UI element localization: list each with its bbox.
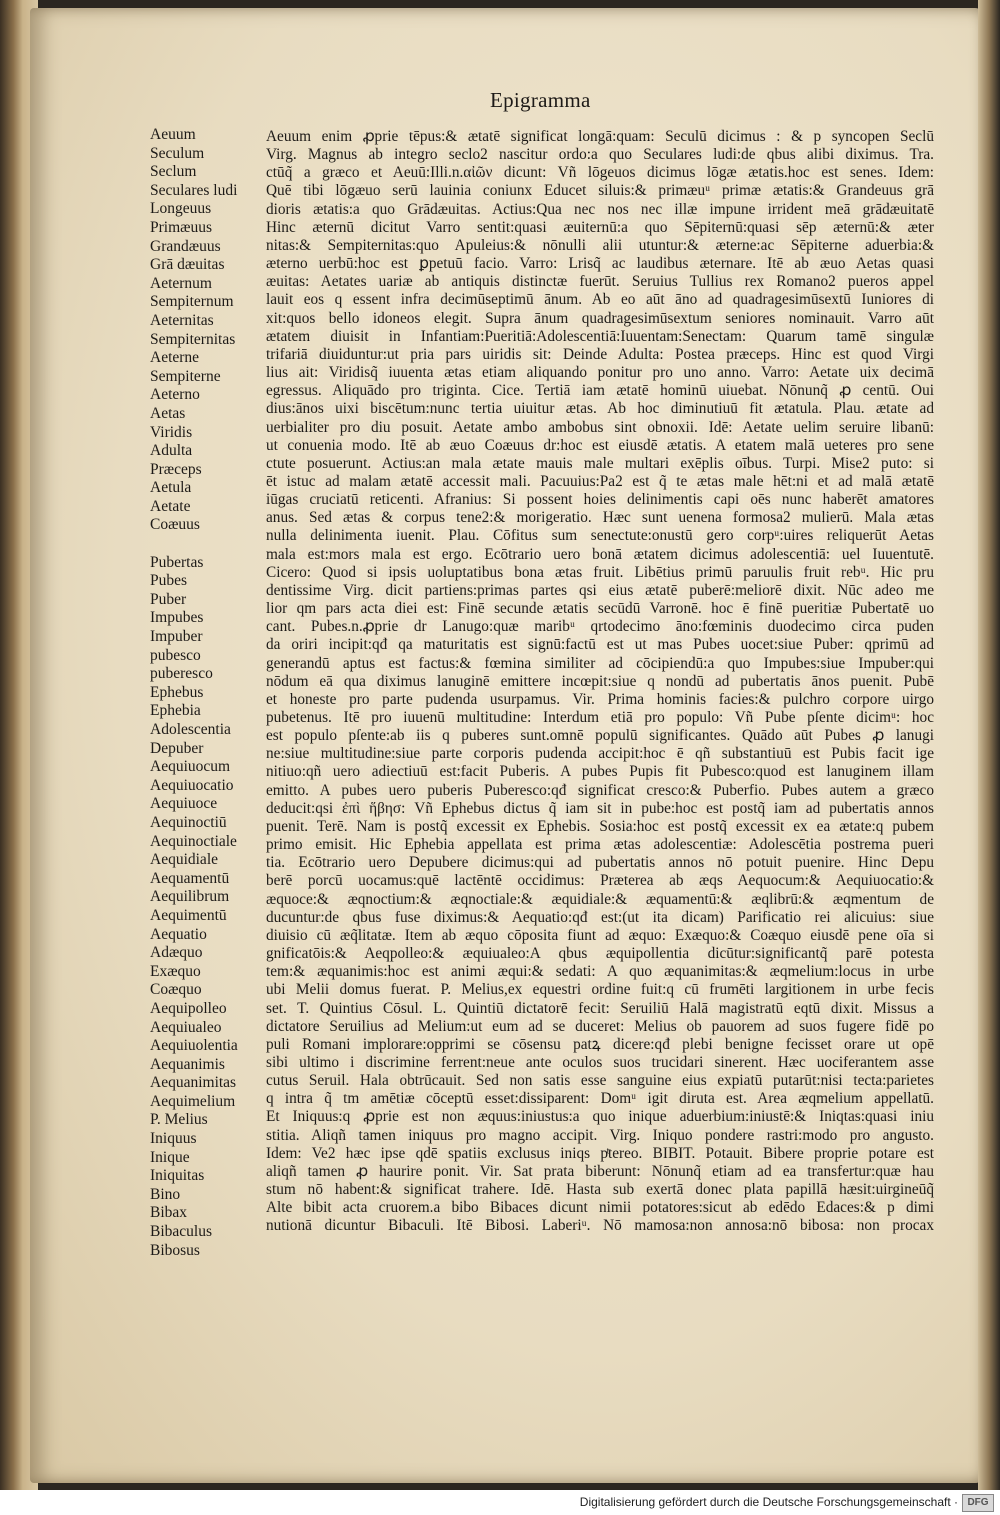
margin-term: Primæuus [150, 218, 213, 236]
margin-term: Aequiualeo [150, 1018, 222, 1036]
margin-term: Seclum [150, 163, 197, 181]
margin-term: Iniquus [150, 1130, 197, 1148]
margin-term: Aeterno [150, 386, 200, 404]
margin-term: Aequanimis [150, 1055, 225, 1073]
margin-term: Aeternitas [150, 311, 214, 329]
text-line: berē porcū uocamus:quē lactēntē occidimus: Præterea ab æqs Aequocum:& Aequiuocatio:& [266, 872, 934, 890]
margin-term: Aequinoctiale [150, 832, 237, 850]
margin-term: Sempiternitas [150, 330, 236, 348]
margin-term: Bino [150, 1185, 181, 1203]
text-line: dictatore Seruilius ad Melium:ut eum ad se duceret: Melius ob pauorem ad suos fugere fidē po [266, 1017, 934, 1035]
text-line: iūgas cruciatū reticenti. Afranius: Si possent hoies delinimentis capi oēs nunc haberēt amatores [266, 491, 934, 509]
text-line: anus. Sed ætas & corpus tene2:& morigeratio. Hæc sunt uenena formosa2 mulierū. Mala ætas [266, 509, 934, 527]
text-line: generandū aptus est factus:& fœmina similiter ad cōcipiendū:a quo Impubes:siue Impuber:qui [266, 654, 934, 672]
margin-term: pubesco [150, 646, 201, 664]
text-line: ætatem diuisit in Infantiam:Pueritiā:Adolescentiā:Iuuentam:Senectam: Quarum tamē singulæ [266, 327, 934, 345]
text-line: Alte bibit acta cruorem.a bibo Bibaces dicunt nimii potatores:sicut ab edēdo Edaces:& p dimi [266, 1199, 934, 1217]
text-line: q intra q̃ tm amētiæ cōceptū esset:dissiparent: Domᵘ igit diruta est. Area æqmelium appellatū. [266, 1090, 934, 1108]
margin-term: Aequipolleo [150, 999, 227, 1017]
text-line: emitto. A pubes uero puberis Puberesco:qđ significat cresco:& Puberfio. Pubes autem a græco [266, 781, 934, 799]
text-line: æterno uerbū:hoc est ꝑpetuū facio. Varro: Lrisq̃ ac laudibus æternare. Itē ab æuo Aetas quasi [266, 255, 934, 273]
margin-term: Adolescentia [150, 721, 231, 738]
text-line: Et Iniquus:q ꝓprie est non æquus:iniustus:a quo inique aduerbium:iniustē:& Iniqtas:quasi iniu [266, 1108, 934, 1126]
margin-term: Puber [150, 590, 187, 608]
text-line: tem:& æquanimis:hoc est animi æqui:& sedati: A quo æquanimitas:& æqmelium:locus in urbe [266, 963, 934, 981]
text-line: ēt istuc ad malam ætatē accessit mali. Pacuuius:Pa2 est q̃ te ætas male hēt:ni et ad malā ætatē [266, 472, 934, 490]
margin-term: Sempiterne [150, 367, 221, 385]
text-line: ducuntur:de qbus fuse diximus:& Aequatio:qđ est:(ut ita dicam) Parificatio rei alicuius: siue [266, 908, 934, 926]
margin-term: Aequatio [150, 925, 207, 943]
text-line: Aeuum enim ꝓprie tēpus:& ætatē significat longā:quam: Seculū dicimus : & p syncopen Seclū [266, 128, 934, 145]
text-line: gnificatōis:& Aeqpolleo:& æquiualeo:A qbus æquipollentia dicūtur:significantq̃ parē potesta [266, 945, 934, 963]
text-line: lauit eos q essent infra decimūseptimū ānum. Ab eo aūt āno ad quadragesimūsextū Iuniores di [266, 291, 934, 309]
margin-term: Pubes [150, 572, 188, 590]
text-line: dentissime Virg. dicit partiens:primas partes qsi eius ætatē puberē:meliorē dixit. Nūc adeo me [266, 581, 934, 599]
text-line: primo emisit. Hic Ephebia appellata est prima ætas adolescentiæ: Adolescētia postrema pueri [266, 836, 934, 854]
margin-term: Coæuus [150, 516, 200, 534]
margin-term: Impubes [150, 609, 204, 627]
margin-term: Inique [150, 1148, 190, 1166]
margin-term: Aequiuoce [150, 795, 218, 813]
text-line: xit:quos bello idoneos elegit. Supra ānum quadragesimūsextum seniores nominauit. Varro aūt [266, 309, 934, 327]
text-line: uerbialiter pro diu posuit. Aetate ambo ambobus sint obnoxii. Idē: Aetate uelim seruire libanū: [266, 418, 934, 436]
text-line: cant. Pubes.n.ꝓprie dr Lanugo:quæ maribᵘ qrtodecimo āno:fœminis duodecimo circa puden [266, 618, 934, 636]
text-line: lius ait: Viridisq̃ iuuenta ætas etiam aliquando ponitur pro uno anno. Varro: Aetate uix decimā [266, 364, 934, 382]
text-line: mala est:mors mala est ergo. Ecōtrario uero bonā ætatem dicimus adolescentiā: uel Iuuentutē. [266, 545, 934, 563]
margin-term: Adæquo [150, 944, 203, 962]
margin-term: Aeternum [150, 274, 212, 292]
margin-term: Bibaculus [150, 1223, 212, 1241]
margin-index-terms [150, 126, 265, 1260]
margin-term: Aequiuocatio [150, 776, 234, 794]
main-text-column [266, 128, 934, 1236]
margin-term: Aequamentū [150, 869, 230, 887]
text-line: ubi Melii domus fuerat. P. Melius,ex equestri ordine fuit:q cū frumēti largitionem in urbe fecis [266, 981, 934, 999]
margin-term: Ephebia [150, 702, 201, 720]
margin-term: Aeuum [150, 126, 196, 143]
margin-term: Aequimelium [150, 1092, 236, 1110]
text-line: Quē tibi lōgæuo serū lauinia coniunx Educet siluis:& primæuᵘ primæ ætatis:& Grandeuus grā [266, 182, 934, 200]
text-line: egressus. Aliquādo pro triginta. Cice. Tertiā iam ætatē hominū uiuebat. Nōnunq̃ ꝓ centū. Oui [266, 382, 934, 400]
margin-term: Viridis [150, 423, 193, 441]
text-line: pubetenus. Itē pro iuuenū multitudine: Interdum etiā pro populo: Vñ Pube pſente dicimᵘ: hoc [266, 709, 934, 726]
digitization-footer [0, 1490, 1000, 1515]
margin-term: Bibosus [150, 1241, 200, 1259]
margin-term: Præceps [150, 460, 202, 478]
running-head: Epigramma [490, 88, 591, 112]
text-line: puli Romani implorare:opprimi se cōsensu patꝝ dicere:qđ plebi benigne fecisset orare ut opē [266, 1035, 934, 1053]
margin-term: Sempiternum [150, 293, 234, 311]
text-line: nulla delinimenta iuenit. Plau. Cōfitus sum senectute:onustū gero corpᵘ:uires reliquerūt Aetas [266, 527, 934, 545]
margin-term: Depuber [150, 739, 204, 757]
margin-term: Seculum [150, 144, 205, 162]
text-line: æuitas: Aetates uariæ ab antiquis distinctæ fuerūt. Seruius Tullius rex Romano2 pueros appel [266, 273, 934, 291]
margin-term: Aeterne [150, 349, 200, 367]
text-line: trifariā diuiduntur:ut pria pars uiridis sit: Deinde Adulta: Postea præceps. Hinc est quod Virgi [266, 345, 934, 363]
margin-term: Grandæuus [150, 237, 221, 255]
margin-term: puberesco [150, 665, 213, 683]
text-line: Hinc æternū dicitut Varro sentit:quasi æuiternū:a quo Sēpiternū:quasi sēp æternū:& æter [266, 218, 934, 236]
text-line: nōdum eā qua diximus lanuginē emittere incœpit:siue q nondū ad pubertatis ānos puenit. Pubē [266, 672, 934, 690]
margin-term: Aetas [150, 404, 186, 422]
margin-term: Aequiuocum [150, 758, 231, 776]
margin-term: Longeuus [150, 200, 212, 218]
margin-term: Aetula [150, 479, 192, 497]
margin-term: Aequanimitas [150, 1074, 237, 1092]
text-line: cutus Seruil. Hala obtrūcauit. Sed non satis esse sanguine eius expiatū putarūt:nisi tecta:parietes [266, 1072, 934, 1090]
margin-term: Aequilibrum [150, 888, 230, 906]
margin-term: Coæquo [150, 981, 202, 999]
text-line: est populo pſente:ab iis q puberes sunt.omnē populū significantes. Quādo aūt Pubes ꝓ lanugi [266, 727, 934, 745]
margin-term: Iniquitas [150, 1167, 205, 1185]
text-line: lior qm pars acta diei est: Finē secunde ætatis secūdū Varronē. hoc ē finē pueritiæ Pubertatē uo [266, 600, 934, 618]
text-line: nitiuo:qñ uero adiectiuū est:facit Puberis. A pubes Pupis fit Pubesco:quod est lanuginem illam [266, 763, 934, 781]
text-line: et honeste pro parte pudenda usurpamus. Vir. Prima hominis facies:& pulchro corpore uirgo [266, 690, 934, 708]
margin-term: Seculares ludi [150, 181, 238, 199]
text-line: set. T. Quintius Cōsul. L. Quintiū dictatorē fecit: Seruiliū Halā magistratū eqtū dixit. Missus a [266, 999, 934, 1017]
text-line: Cicero: Quod si ipsis uoluptatibus bona ætas fruit. Libētius primū paruulis fruit rebᵘ. Hic pru [266, 563, 934, 581]
text-line: ut conuenia modo. Itē ab æuo Coæuus dr:hoc est eiusdē ætatis. A etatem malā ueteres pro sene [266, 436, 934, 454]
text-line: nutionā dicuntur Bibaculi. Itē Bibosi. Laberiᵘ. Nō mamosa:non annosa:nō bibosa: non procax [266, 1217, 934, 1235]
text-line: tia. Ecōtrario uero Depubere dicimus:qui ad pubertatis annos nō potuit puenire. Hinc Depu [266, 854, 934, 872]
text-line: aliqñ tamen ꝓ haurire ponit. Vir. Sat prata biberunt: Nōnunq̃ etiam ad ea transfertur:quæ hau [266, 1162, 934, 1180]
margin-term: Ephebus [150, 683, 204, 701]
text-line: deducit:qsi ἐπὶ ἥβησ: Vñ Ephebus dictus q̃ iam sit in pube:hoc est postq̃ iam ad pubertatis annos [266, 799, 934, 817]
text-line: diuisio cū æq̃litatæ. Item ab æquo cōposita fiunt ad æquo: Exæquo:& Coæquo eiusdē pene oīa si [266, 926, 934, 944]
margin-term: Impuber [150, 628, 203, 646]
margin-term: Exæquo [150, 962, 201, 980]
text-line: Idem: Ve2 hæc ipse qdē spatiis exclusus iniqs pͭtereo. BIBIT. Potauit. Bibere proprie potare est [266, 1144, 934, 1162]
funding-credit: Digitalisierung gefördert durch die Deutsche Forschungsgemeinschaft · [579, 1495, 958, 1509]
margin-term: Aequidiale [150, 851, 219, 869]
text-line: puenit. Terē. Nam is postq̃ excessit ex Ephebis. Sosia:hoc est postq̃ excessit ex ea ætate:q pubem [266, 817, 934, 835]
margin-term: Adulta [150, 442, 193, 460]
text-line: ne:siue multitudine:siue parte corporis pudenda accipit:hoc ē qñ substantiuū est Pubis facit ige [266, 745, 934, 763]
text-line: dius:ānos uixi biscētum:nunc tertia uiuitur ætas. Ab hoc diminutiuū fit ætatula. Plau. ætate ad [266, 400, 934, 418]
text-line: stum nō habent:& significat trahere. Idē. Hasta sub exertā donec plata papillā hæsit:uirgineūq̃ [266, 1181, 934, 1199]
margin-term: Aequiuolentia [150, 1037, 238, 1055]
book-right-edge [978, 0, 1000, 1490]
dfg-logo: DFG [962, 1494, 994, 1512]
text-line: da oriri incipit:qđ qa maturitatis est signū:factū est ut mas Pubes uocet:siue Puber: qprimū ad [266, 636, 934, 654]
margin-term: P. Melius [150, 1111, 208, 1129]
text-line: Virg. Magnus ab integro seclo2 nascitur ordo:a quo Seculares ludi:de qbus alibi diximus. Tra. [266, 146, 934, 164]
margin-term: Aequinoctiū [150, 813, 227, 831]
margin-term [150, 535, 265, 554]
text-line: nitas:& Sempiternitas:quo Apuleius:& nōnulli alii utuntur:& æterne:ac Sēpiterne aduerbia:& [266, 236, 934, 254]
margin-term: Aequimentū [150, 906, 227, 924]
text-line: dioris ætatis:a quo Grādæuitas. Actius:Qua nec nos nec illæ impune irrident meā grādæuitatē [266, 200, 934, 218]
margin-term: Pubertas [150, 553, 204, 571]
text-line: sibi ultimo i discrimine ferrent:neue ante oculos suos trucidari sinerent. Hæc uociferantem asse [266, 1053, 934, 1071]
margin-term: Aetate [150, 497, 191, 515]
text-line: stitia. Aliqñ tamen iniquus pro magno accipit. Virg. Iniquo pondere rastri:modo pro angusto. [266, 1126, 934, 1144]
margin-term: Grā dæuitas [150, 256, 225, 274]
text-line: ctute posuerunt. Actius:an mala ætate mauis male multari exēplis oībus. Turpi. Mise2 puto: si [266, 454, 934, 472]
text-line: æquoce:& æqnoctium:& æqnoctiale:& æquidiale:& æquamentū:& æqlibrū:& æqmentum de [266, 890, 934, 908]
margin-term: Bibax [150, 1204, 188, 1222]
text-line: ctūq̃ a græco et Aeuū:Illi.n.αἰῶν dicunt: Vñ lōgeuos dicimus lōgæ ætatis.hoc est senes. Idem: [266, 164, 934, 182]
